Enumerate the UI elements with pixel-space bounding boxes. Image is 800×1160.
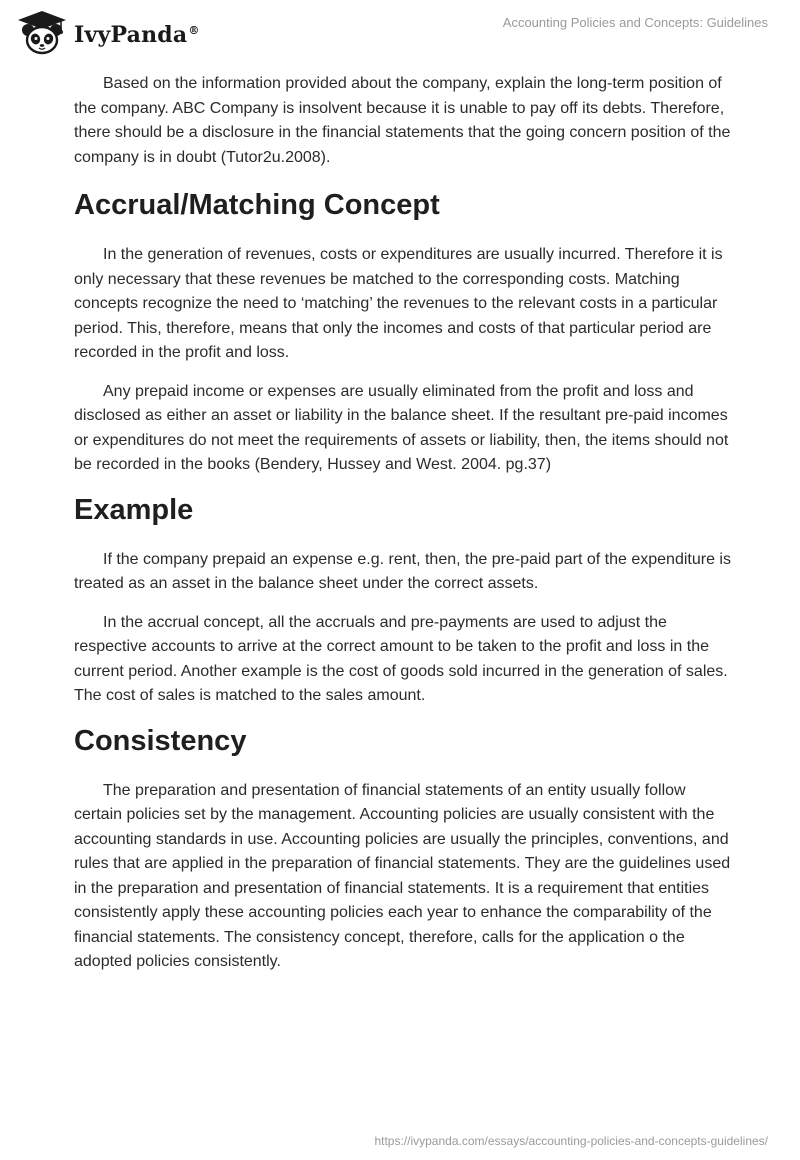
accrual-paragraph-2: Any prepaid income or expenses are usually eliminated from the profit and loss and disclosed as either an asset or liability in the balance sheet. If the resultant pre-paid incomes or expenditures do not meet the requirements of assets or liability, then, the items should not be recorded in the books (Bendery, Hussey and West. 2004. pg.37)	[74, 382, 729, 473]
example-paragraph-1: If the company prepaid an expense e.g. rent, then, the pre-paid part of the expenditure is treated as an asset in the balance sheet under the correct assets.	[74, 550, 731, 592]
panda-graduate-icon	[14, 8, 70, 56]
intro-paragraph: Based on the information provided about the company, explain the long-term position of the company. ABC Company is insolvent because it is unable to pay off its debts. Therefore, there should be a disclosure in the financial statements that the going concern position of the company is in doubt (Tutor2u.2008).	[74, 75, 731, 166]
accrual-paragraph-1: In the generation of revenues, costs or expenditures are usually incurred. Therefore it is only necessary that these revenues be matched to the corresponding costs. Matching concepts recognize the need to ‘matching’ the revenues to the relevant costs in a particular period. This, therefore, means that only the incomes and costs of that particular period are recorded in the profit and loss.	[74, 246, 723, 361]
section-heading-example: Example	[74, 493, 194, 526]
section-heading-consistency: Consistency	[74, 724, 247, 757]
example-paragraph-2: In the accrual concept, all the accruals and pre-payments are used to adjust the respective accounts to arrive at the correct amount to be taken to the profit and loss in the current period. Another example is the cost of goods sold incurred in the generation of sales. The cost of sales is matched to the sales amount.	[74, 613, 728, 704]
consistency-paragraph-1: The preparation and presentation of financial statements of an entity usually follow certain policies set by the management. Accounting policies are usually consistent with the accounting standards in use. Accounting policies are usually the principles, conventions, and rules that are applied in the preparation of financial statements. They are the guidelines used in the preparation and presentation of financial statements. It is a requirement that entities consistently apply these accounting policies each year to enhance the comparability of the financial statements. The consistency concept, therefore, calls for the application o the adopted policies consistently.	[74, 781, 731, 970]
source-url[interactable]: https://ivypanda.com/essays/accounting-policies-and-concepts-guidelines/	[374, 1134, 768, 1148]
document-title: Accounting Policies and Concepts: Guidelines	[502, 15, 768, 30]
registered-mark: ®	[188, 23, 200, 37]
section-heading-accrual: Accrual/Matching Concept	[74, 189, 440, 221]
brand-logo[interactable]	[14, 8, 200, 56]
article-body	[74, 72, 734, 989]
page-header	[0, 0, 800, 60]
brand-name: IvyPanda®	[74, 22, 200, 48]
